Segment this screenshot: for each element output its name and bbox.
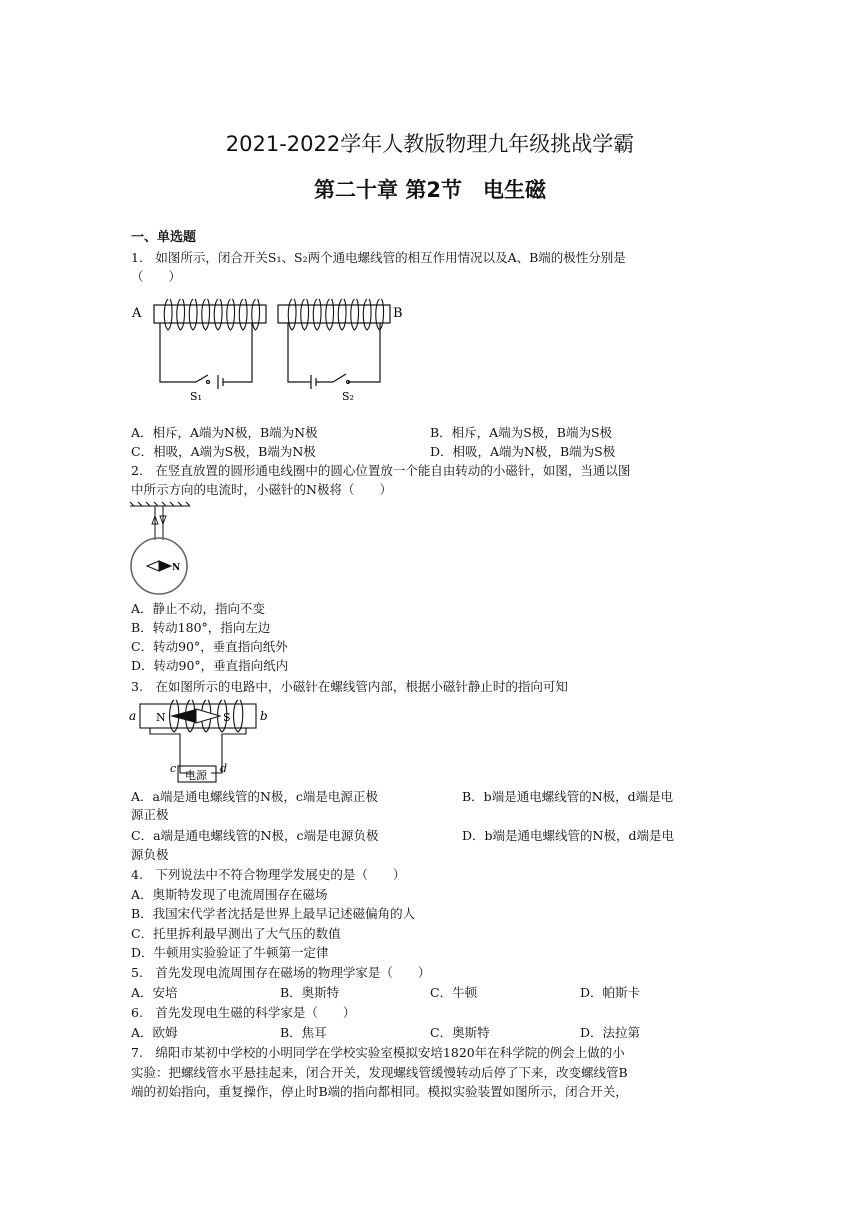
coil-loop	[214, 299, 222, 330]
q5-stem: 5. 首先发现电流周围存在磁场的物理学家是（ ）	[131, 965, 431, 980]
q5-option-c: C．牛顿	[430, 985, 478, 1000]
q4-option-d: D．牛顿用实验验证了牛顿第一定律	[131, 945, 329, 960]
coil-loop	[338, 299, 346, 330]
q3-label-s: S	[223, 711, 231, 724]
q4-option-a: A．奥斯特发现了电流周围存在磁场	[131, 887, 328, 902]
q2-option-a: A．静止不动，指向不变	[131, 601, 266, 616]
coil-loop	[239, 299, 247, 330]
q7-stem-line2: 实验：把螺线管水平悬挂起来，闭合开关，发现螺线管缓慢转动后停了下来，改变螺线管B	[131, 1065, 628, 1080]
q3-power-label: 电源	[185, 769, 207, 782]
q2-option-b: B．转动180°，指向左边	[131, 620, 271, 635]
section-heading: 一、单选题	[131, 230, 197, 245]
q7-stem-line3: 端的初始指向，重复操作，停止时B端的指向都相同。模拟实验装置如图所示，闭合开关，	[131, 1084, 628, 1099]
chapter-title: 第二十章 第2节 电生磁	[314, 178, 546, 202]
q2-stem-line1: 2. 在竖直放置的圆形通电线圈中的圆心位置放一个能自由转动的小磁针，如图，当通以图	[131, 463, 631, 478]
q3-option-c: C．a端是通电螺线管的N极，c端是电源负极	[131, 828, 379, 843]
q2-figure-coil-needle	[128, 500, 198, 596]
q3-stem-line1: 3. 在如图所示的电路中，小磁针在螺线管内部，根据小磁针静止时的指向可知	[131, 679, 568, 694]
q1-option-c: C．相吸，A端为S极，B端为N极	[131, 444, 316, 459]
q3-label-d: d	[220, 762, 228, 775]
q1-stem-line1: 1. 如图所示，闭合开关S₁、S₂两个通电螺线管的相互作用情况以及A、B端的极性分别是	[131, 250, 626, 265]
q4-stem: 4. 下列说法中不符合物理学发展史的是（ ）	[131, 867, 406, 882]
q3-label-c: c	[170, 762, 177, 775]
coil-loop	[177, 299, 185, 330]
q5-option-b: B．奥斯特	[280, 985, 340, 1000]
q3-option-b: B．b端是通电螺线管的N极，d端是电	[462, 789, 674, 804]
coil-loop	[234, 700, 243, 732]
q3-option-a: A．a端是通电螺线管的N极，c端是电源正极	[131, 789, 378, 804]
q3-figure-solenoid-circuit	[128, 698, 278, 788]
q5-option-d: D．帕斯卡	[580, 985, 641, 1000]
coil-loop	[202, 299, 210, 330]
coil-loop	[326, 299, 334, 330]
q4-option-b: B．我国宋代学者沈括是世界上最早记述磁偏角的人	[131, 906, 416, 921]
q6-stem: 6. 首先发现电生磁的科学家是（ ）	[131, 1005, 356, 1020]
q2-needle-n: N	[172, 563, 181, 573]
q3-option-b-cont: 源正极	[131, 807, 169, 822]
coil-loop	[351, 299, 359, 330]
coil-loop	[301, 299, 309, 330]
q2-option-d: D．转动90°，垂直指向纸内	[131, 658, 289, 673]
document-title: 2021-2022学年人教版物理九年级挑战学霸	[225, 132, 635, 156]
q1-label-a: A	[132, 306, 142, 321]
coil-loop	[363, 299, 371, 330]
q2-option-c: C．转动90°，垂直指向纸外	[131, 639, 288, 654]
q3-option-d-cont: 源负极	[131, 847, 169, 862]
coil-loop	[164, 299, 172, 330]
q6-option-a: A．欧姆	[131, 1025, 178, 1040]
q3-label-b: b	[260, 709, 268, 723]
q1-option-d: D．相吸，A端为N极，B端为S极	[430, 444, 616, 459]
q1-label-b: B	[393, 306, 403, 321]
q3-label-a: a	[129, 709, 137, 723]
coil-loop	[288, 299, 296, 330]
q6-option-b: B．焦耳	[280, 1025, 327, 1040]
coil-loop	[252, 299, 260, 330]
q5-option-a: A．安培	[131, 985, 178, 1000]
q6-option-d: D．法拉第	[580, 1025, 641, 1040]
q1-label-s2: S₂	[342, 390, 354, 403]
q3-label-n: N	[156, 711, 166, 724]
q3-option-d: D．b端是通电螺线管的N极，d端是电	[462, 828, 674, 843]
q2-stem-line2: 中所示方向的电流时，小磁针的N极将（ ）	[131, 482, 392, 497]
q1-figure-solenoids	[128, 290, 418, 406]
q1-option-a: A．相斥，A端为N极，B端为N极	[131, 425, 318, 440]
coil-loop	[227, 299, 235, 330]
q7-stem-line1: 7. 绵阳市某初中学校的小明同学在学校实验室模拟安培1820年在科学院的例会上做的小	[131, 1045, 625, 1060]
q4-option-c: C．托里拆利最早测出了大气压的数值	[131, 926, 341, 941]
q1-label-s1: S₁	[190, 390, 202, 403]
q1-option-b: B．相斥，A端为S极，B端为S极	[430, 425, 613, 440]
q1-stem-line2: （ ）	[131, 269, 182, 284]
coil-loop	[313, 299, 321, 330]
q6-option-c: C．奥斯特	[430, 1025, 490, 1040]
coil-loop	[189, 299, 197, 330]
